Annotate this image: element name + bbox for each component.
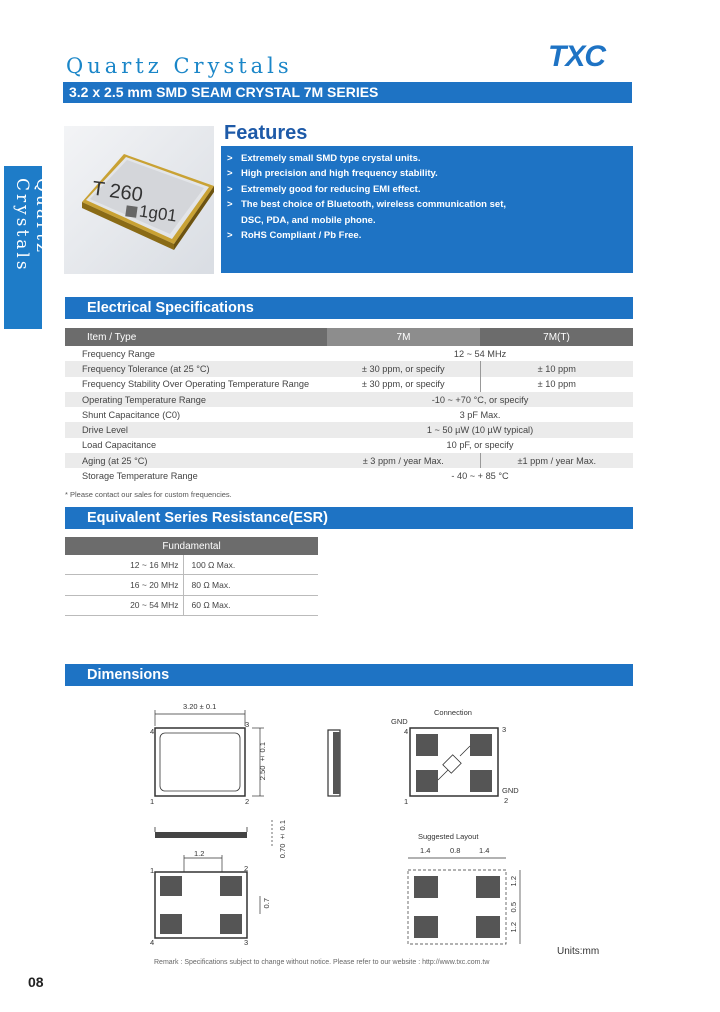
page-title: Quartz Crystals xyxy=(66,54,293,78)
table-row: Aging (at 25 °C) ± 3 ppm / year Max. ±1 ppm / year Max. xyxy=(65,453,633,468)
table-header-row xyxy=(65,537,318,555)
table-row: Frequency Stability Over Operating Temperature Range ± 30 ppm, or specify ± 10 ppm xyxy=(65,377,633,392)
esr-header: Equivalent Series Resistance(ESR) xyxy=(65,507,633,529)
marking-line2: 1g01 xyxy=(137,201,179,226)
bottom-pin3-label: 3 xyxy=(244,938,249,947)
bottom-pin2-label: 2 xyxy=(244,864,249,873)
table-row: Shunt Capacitance (C0) 3 pF Max. xyxy=(82,409,501,420)
table-row: 12 ~ 16 MHz 100 Ω Max. xyxy=(65,555,318,575)
conn-pin4-label: 4 xyxy=(404,727,409,736)
feature-item-continued: DSC, PDA, and mobile phone. xyxy=(241,214,376,226)
features-list xyxy=(221,151,633,243)
product-image xyxy=(64,126,214,274)
marking-line1: T 260 xyxy=(90,177,145,207)
units-label: Units:mm xyxy=(557,946,600,957)
table-row: Storage Temperature Range - 40 ~ + 85 °C xyxy=(82,471,509,482)
esr-table xyxy=(65,537,318,616)
remark: Remark : Specifications subject to change without notice. Please refer to our website : http://www.txc.com.tw xyxy=(154,959,490,966)
conn-pin3-label: 3 xyxy=(502,725,507,734)
custom-frequency-note: * Please contact our sales for custom frequencies. xyxy=(65,490,232,499)
layout-dim-1-2a: 1.2 xyxy=(509,876,518,887)
table-row: Load Capacitance 10 pF, or specify xyxy=(82,440,514,451)
pin1-label: 1 xyxy=(150,797,155,806)
features-box xyxy=(221,146,633,273)
table-header-row xyxy=(65,328,633,346)
table-row: Frequency Tolerance (at 25 °C) ± 30 ppm, or specify ± 10 ppm xyxy=(65,361,633,376)
side-tab xyxy=(4,166,52,329)
feature-item: > Extremely small SMD type crystal units. xyxy=(227,153,421,164)
series-bar: 3.2 x 2.5 mm SMD SEAM CRYSTAL 7M SERIES xyxy=(63,82,632,103)
table-row: Drive Level 1 ~ 50 µW (10 µW typical) xyxy=(65,422,633,437)
pin3-label: 3 xyxy=(245,720,250,729)
col-header-7m: 7M xyxy=(327,328,480,346)
feature-item: > The best choice of Bluetooth, wireless communication set, xyxy=(227,199,506,211)
feature-item: > Extremely good for reducing EMI effect. xyxy=(227,183,421,195)
layout-dim-0-5: 0.5 xyxy=(509,902,518,913)
feature-item: > High precision and high frequency stability. xyxy=(227,168,438,180)
electrical-spec-table xyxy=(65,328,633,484)
col-header-item: Item / Type xyxy=(65,328,327,346)
layout-dim-1-4b: 1.4 xyxy=(479,846,490,855)
feature-item: > RoHS Compliant / Pb Free. xyxy=(227,230,362,242)
col-header-7mt: 7M(T) xyxy=(480,328,633,346)
side-tab-label: Quartz Crystals xyxy=(12,178,52,273)
bottom-pin4-label: 4 xyxy=(150,938,155,947)
dimensions-header: Dimensions xyxy=(65,664,633,686)
layout-title: Suggested Layout xyxy=(418,832,479,841)
pad-height-label: 0.7 xyxy=(262,898,271,909)
gnd-bottom-label: GND xyxy=(502,786,519,795)
layout-dim-1-4a: 1.4 xyxy=(420,846,431,855)
conn-pin2-label: 2 xyxy=(504,796,509,805)
thickness-label: 0.70 ± 0.1 xyxy=(278,820,287,859)
txc-logo: TXC xyxy=(548,40,605,73)
table-row: Frequency Range 12 ~ 54 MHz xyxy=(82,348,507,359)
table-row: Operating Temperature Range -10 ~ +70 °C, or specify xyxy=(65,392,633,407)
pad-spacing-label: 1.2 xyxy=(194,849,205,858)
layout-dim-1-2b: 1.2 xyxy=(509,922,518,933)
gnd-top-label: GND xyxy=(391,717,408,726)
bottom-pin1-label: 1 xyxy=(150,866,155,875)
height-label: 2.50 ± 0.1 xyxy=(258,742,267,781)
pin2-label: 2 xyxy=(245,797,250,806)
electrical-spec-header: Electrical Specifications xyxy=(65,297,633,319)
conn-pin1-label: 1 xyxy=(404,797,409,806)
layout-dim-0-8: 0.8 xyxy=(450,846,461,855)
table-row: 20 ~ 54 MHz 60 Ω Max. xyxy=(65,595,318,615)
esr-col-header: Fundamental xyxy=(65,537,318,555)
page-number: 08 xyxy=(28,974,44,990)
pin4-label: 4 xyxy=(150,727,155,736)
dimension-drawing xyxy=(140,700,620,960)
width-label: 3.20 ± 0.1 xyxy=(183,702,217,711)
connection-title: Connection xyxy=(434,708,472,717)
features-title: Features xyxy=(224,122,308,144)
table-row: 16 ~ 20 MHz 80 Ω Max. xyxy=(65,575,318,595)
